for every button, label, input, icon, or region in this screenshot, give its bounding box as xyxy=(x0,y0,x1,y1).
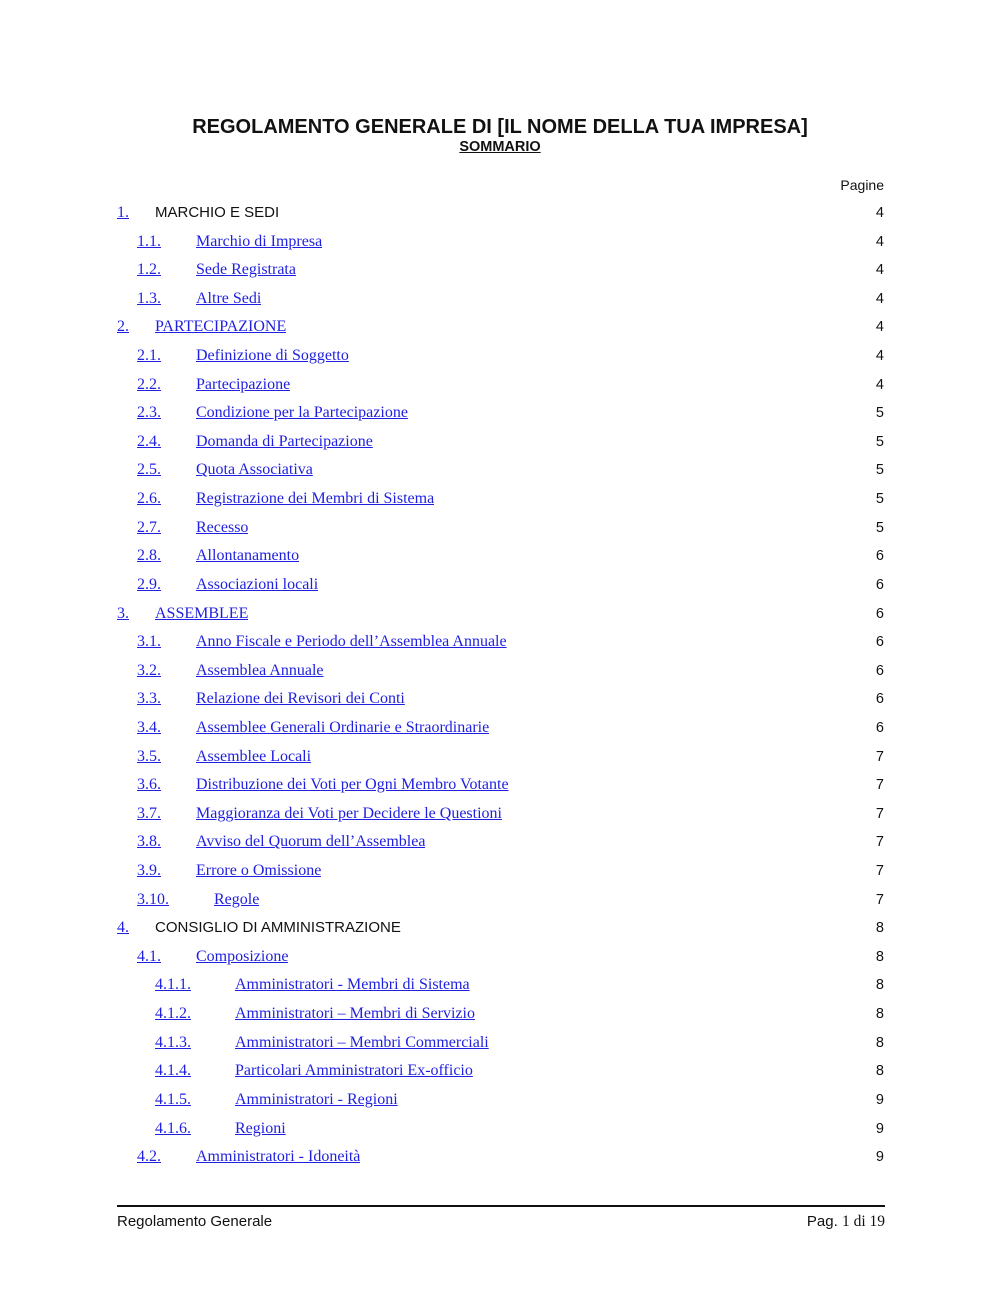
toc-row xyxy=(117,832,884,861)
toc-row xyxy=(117,632,884,661)
toc-row xyxy=(117,260,884,289)
page-title: REGOLAMENTO GENERALE DI [IL NOME DELLA TUA IMPRESA] xyxy=(192,116,808,138)
toc-entry-number-link[interactable]: 2.2. xyxy=(137,375,161,393)
toc-row xyxy=(117,317,884,346)
toc-entry-number-link[interactable]: 3.6. xyxy=(137,776,161,794)
toc-entry-number-link[interactable]: 3.3. xyxy=(137,690,161,708)
toc-entry-page-number: 5 xyxy=(875,519,884,536)
toc-entry-link[interactable]: Distribuzione dei Voti per Ogni Membro Votante xyxy=(196,776,509,794)
toc-entry-number-link[interactable]: 3.10. xyxy=(137,890,169,908)
footer-page-label: Pag. xyxy=(806,1213,838,1230)
toc-entry-link[interactable]: Quota Associativa xyxy=(196,461,313,479)
toc-entry-link[interactable]: Assemblea Annuale xyxy=(196,661,324,679)
toc-entry-link[interactable]: PARTECIPAZIONE xyxy=(155,318,287,336)
toc-entry-link[interactable]: Condizione per la Partecipazione xyxy=(196,404,408,422)
toc-entry-link[interactable]: Partecipazione xyxy=(196,375,291,393)
toc-row xyxy=(117,1147,884,1176)
toc-entry-link[interactable]: Assemblee Locali xyxy=(196,747,312,765)
toc-entry-link[interactable]: Recesso xyxy=(196,518,249,536)
footer-page-indicator xyxy=(807,1213,885,1231)
toc-entry-number-link[interactable]: 4.1.4. xyxy=(155,1062,191,1080)
toc-entry-number-link[interactable]: 3.9. xyxy=(137,862,161,880)
footer-document-name: Regolamento Generale xyxy=(117,1213,273,1230)
toc-row xyxy=(117,518,884,547)
toc-entry-page-number: 5 xyxy=(875,462,884,479)
toc-entry-page-number: 4 xyxy=(875,348,884,365)
toc-entry-page-number: 5 xyxy=(875,491,884,508)
toc-row xyxy=(117,575,884,604)
toc-entry-number-link[interactable]: 1.3. xyxy=(137,289,161,307)
toc-entry-number-link[interactable]: 2.5. xyxy=(137,461,161,479)
toc-row xyxy=(117,1119,884,1148)
toc-entry-link[interactable]: Relazione dei Revisori dei Conti xyxy=(196,690,405,708)
pages-column-header: Pagine xyxy=(840,177,884,193)
toc-entry-number-link[interactable]: 2.9. xyxy=(137,575,161,593)
toc-row xyxy=(117,375,884,404)
toc-entry-link[interactable]: Allontanamento xyxy=(196,547,300,565)
toc-row xyxy=(117,718,884,747)
footer-page-value: 1 di 19 xyxy=(841,1213,885,1230)
toc-entry-number-link[interactable]: 3. xyxy=(117,604,129,622)
toc-row xyxy=(117,432,884,461)
toc-entry-page-number: 4 xyxy=(875,290,884,307)
toc-entry-link[interactable]: Sede Registrata xyxy=(196,261,296,279)
toc-row xyxy=(117,861,884,890)
toc-entry-link[interactable]: Composizione xyxy=(196,947,289,965)
toc-entry-link[interactable]: Associazioni locali xyxy=(196,575,319,593)
toc-entry-number-link[interactable]: 3.2. xyxy=(137,661,161,679)
toc-row xyxy=(117,403,884,432)
toc-row xyxy=(117,1033,884,1062)
toc-entry-number-link[interactable]: 3.7. xyxy=(137,804,161,822)
toc-entry-page-number: 4 xyxy=(875,205,884,221)
toc-row xyxy=(117,232,884,261)
toc-entry-page-number: 9 xyxy=(875,1120,884,1137)
toc-entry-link[interactable]: Amministratori – Membri di Servizio xyxy=(235,1005,475,1023)
toc-entry-page-number: 6 xyxy=(875,719,884,736)
toc-entry-link[interactable]: Regioni xyxy=(235,1119,286,1137)
toc-entry-link[interactable]: Anno Fiscale e Periodo dell’Assemblea Annuale xyxy=(196,633,507,651)
toc-entry-number-link[interactable]: 3.5. xyxy=(137,747,161,765)
footer-divider xyxy=(117,1205,885,1207)
toc-entry-page-number: 8 xyxy=(875,977,884,994)
toc-entry-label: MARCHIO E SEDI xyxy=(155,204,280,221)
toc-row xyxy=(117,747,884,776)
toc-entry-page-number: 8 xyxy=(875,920,884,937)
toc-heading: SOMMARIO xyxy=(459,139,541,155)
toc-row xyxy=(117,947,884,976)
toc-entry-page-number: 6 xyxy=(875,605,884,622)
toc-entry-page-number: 5 xyxy=(875,405,884,422)
toc-entry-number-link[interactable]: 2.8. xyxy=(137,547,161,565)
toc-entry-number-link[interactable]: 3.4. xyxy=(137,718,161,736)
toc-row xyxy=(117,661,884,690)
toc-entry-number-link[interactable]: 2.1. xyxy=(137,347,161,365)
toc-entry-link[interactable]: Amministratori - Membri di Sistema xyxy=(235,976,470,994)
toc-entry-link[interactable]: Assemblee Generali Ordinarie e Straordinarie xyxy=(196,718,490,736)
toc-entry-label: CONSIGLIO DI AMMINISTRAZIONE xyxy=(155,919,401,937)
toc-entry-link[interactable]: Avviso del Quorum dell’Assemblea xyxy=(196,833,426,851)
toc-entry-number-link[interactable]: 2. xyxy=(117,318,129,336)
toc-entry-link[interactable]: Registrazione dei Membri di Sistema xyxy=(196,490,435,508)
toc-entry-link[interactable]: Amministratori – Membri Commerciali xyxy=(235,1033,489,1051)
toc-entry-number-link[interactable]: 4.1.3. xyxy=(155,1033,191,1051)
toc-row xyxy=(117,546,884,575)
toc-entry-number-link[interactable]: 1.1. xyxy=(137,232,161,250)
toc-entry-page-number: 6 xyxy=(875,691,884,708)
toc-entry-number-link[interactable]: 4.1.5. xyxy=(155,1090,191,1108)
toc-row xyxy=(117,890,884,919)
toc-entry-page-number: 5 xyxy=(875,433,884,450)
toc-row xyxy=(117,804,884,833)
toc-row xyxy=(117,203,884,232)
toc-entry-page-number: 7 xyxy=(875,891,884,908)
toc-entry-link[interactable]: Maggioranza dei Voti per Decidere le Questioni xyxy=(196,804,502,822)
toc-entry-number-link[interactable]: 3.1. xyxy=(137,633,161,651)
toc-row xyxy=(117,489,884,518)
toc-entry-page-number: 7 xyxy=(875,863,884,880)
toc-entry-page-number: 7 xyxy=(875,777,884,794)
toc-entry-number-link[interactable]: 1. xyxy=(117,204,129,221)
toc-row xyxy=(117,1061,884,1090)
toc-entry-number-link[interactable]: 1.2. xyxy=(137,261,161,279)
toc-entry-number-link[interactable]: 2.3. xyxy=(137,404,161,422)
toc-row xyxy=(117,918,884,947)
toc-entry-number-link[interactable]: 2.6. xyxy=(137,490,161,508)
toc-row xyxy=(117,1090,884,1119)
toc-entry-number-link[interactable]: 4.2. xyxy=(137,1148,161,1166)
toc-entry-page-number: 8 xyxy=(875,1006,884,1023)
toc-entry-page-number: 9 xyxy=(875,1149,884,1166)
toc-entry-page-number: 6 xyxy=(875,662,884,679)
toc-entry-number-link[interactable]: 4.1.6. xyxy=(155,1119,191,1137)
toc-entry-number-link[interactable]: 2.4. xyxy=(137,432,161,450)
toc-row xyxy=(117,460,884,489)
toc-entry-link[interactable]: Particolari Amministratori Ex-officio xyxy=(235,1062,473,1080)
page-footer xyxy=(117,1213,885,1231)
toc-row xyxy=(117,289,884,318)
toc-row xyxy=(117,346,884,375)
toc-entry-page-number: 9 xyxy=(875,1091,884,1108)
toc-entry-link[interactable]: Altre Sedi xyxy=(196,289,262,307)
toc-entry-number-link[interactable]: 3.8. xyxy=(137,833,161,851)
toc-entry-page-number: 8 xyxy=(875,1034,884,1051)
toc-row xyxy=(117,775,884,804)
toc-entry-number-link[interactable]: 4.1.1. xyxy=(155,976,191,994)
toc-row xyxy=(117,604,884,633)
toc-row xyxy=(117,689,884,718)
toc-entry-link[interactable]: Regole xyxy=(214,890,260,908)
toc-entry-page-number: 6 xyxy=(875,548,884,565)
toc-entry-page-number: 7 xyxy=(875,834,884,851)
toc-entry-page-number: 8 xyxy=(875,948,884,965)
toc-entry-page-number: 4 xyxy=(875,262,884,279)
toc-entry-page-number: 7 xyxy=(875,748,884,765)
toc-entry-page-number: 8 xyxy=(875,1063,884,1080)
toc-entry-page-number: 4 xyxy=(875,233,884,250)
toc-entry-link[interactable]: Domanda di Partecipazione xyxy=(196,432,373,450)
toc-entry-link[interactable]: Errore o Omissione xyxy=(196,862,322,880)
toc-entry-page-number: 6 xyxy=(875,576,884,593)
toc-entry-number-link[interactable]: 4. xyxy=(117,919,129,937)
toc-entry-number-link[interactable]: 2.7. xyxy=(137,518,161,536)
toc-entry-number-link[interactable]: 4.1. xyxy=(137,947,161,965)
toc-entry-page-number: 4 xyxy=(875,376,884,393)
toc-row xyxy=(117,975,884,1004)
toc-entry-page-number: 4 xyxy=(875,319,884,336)
toc-row xyxy=(117,1004,884,1033)
toc-entry-link[interactable]: Marchio di Impresa xyxy=(196,232,323,250)
table-of-contents xyxy=(117,203,884,1176)
toc-entry-page-number: 6 xyxy=(875,634,884,651)
toc-entry-link[interactable]: Amministratori - Idoneità xyxy=(196,1148,361,1166)
toc-entry-page-number: 7 xyxy=(875,805,884,822)
toc-entry-link[interactable]: ASSEMBLEE xyxy=(155,604,249,622)
toc-entry-number-link[interactable]: 4.1.2. xyxy=(155,1005,191,1023)
toc-entry-link[interactable]: Definizione di Soggetto xyxy=(196,347,349,365)
toc-entry-link[interactable]: Amministratori - Regioni xyxy=(235,1090,398,1108)
